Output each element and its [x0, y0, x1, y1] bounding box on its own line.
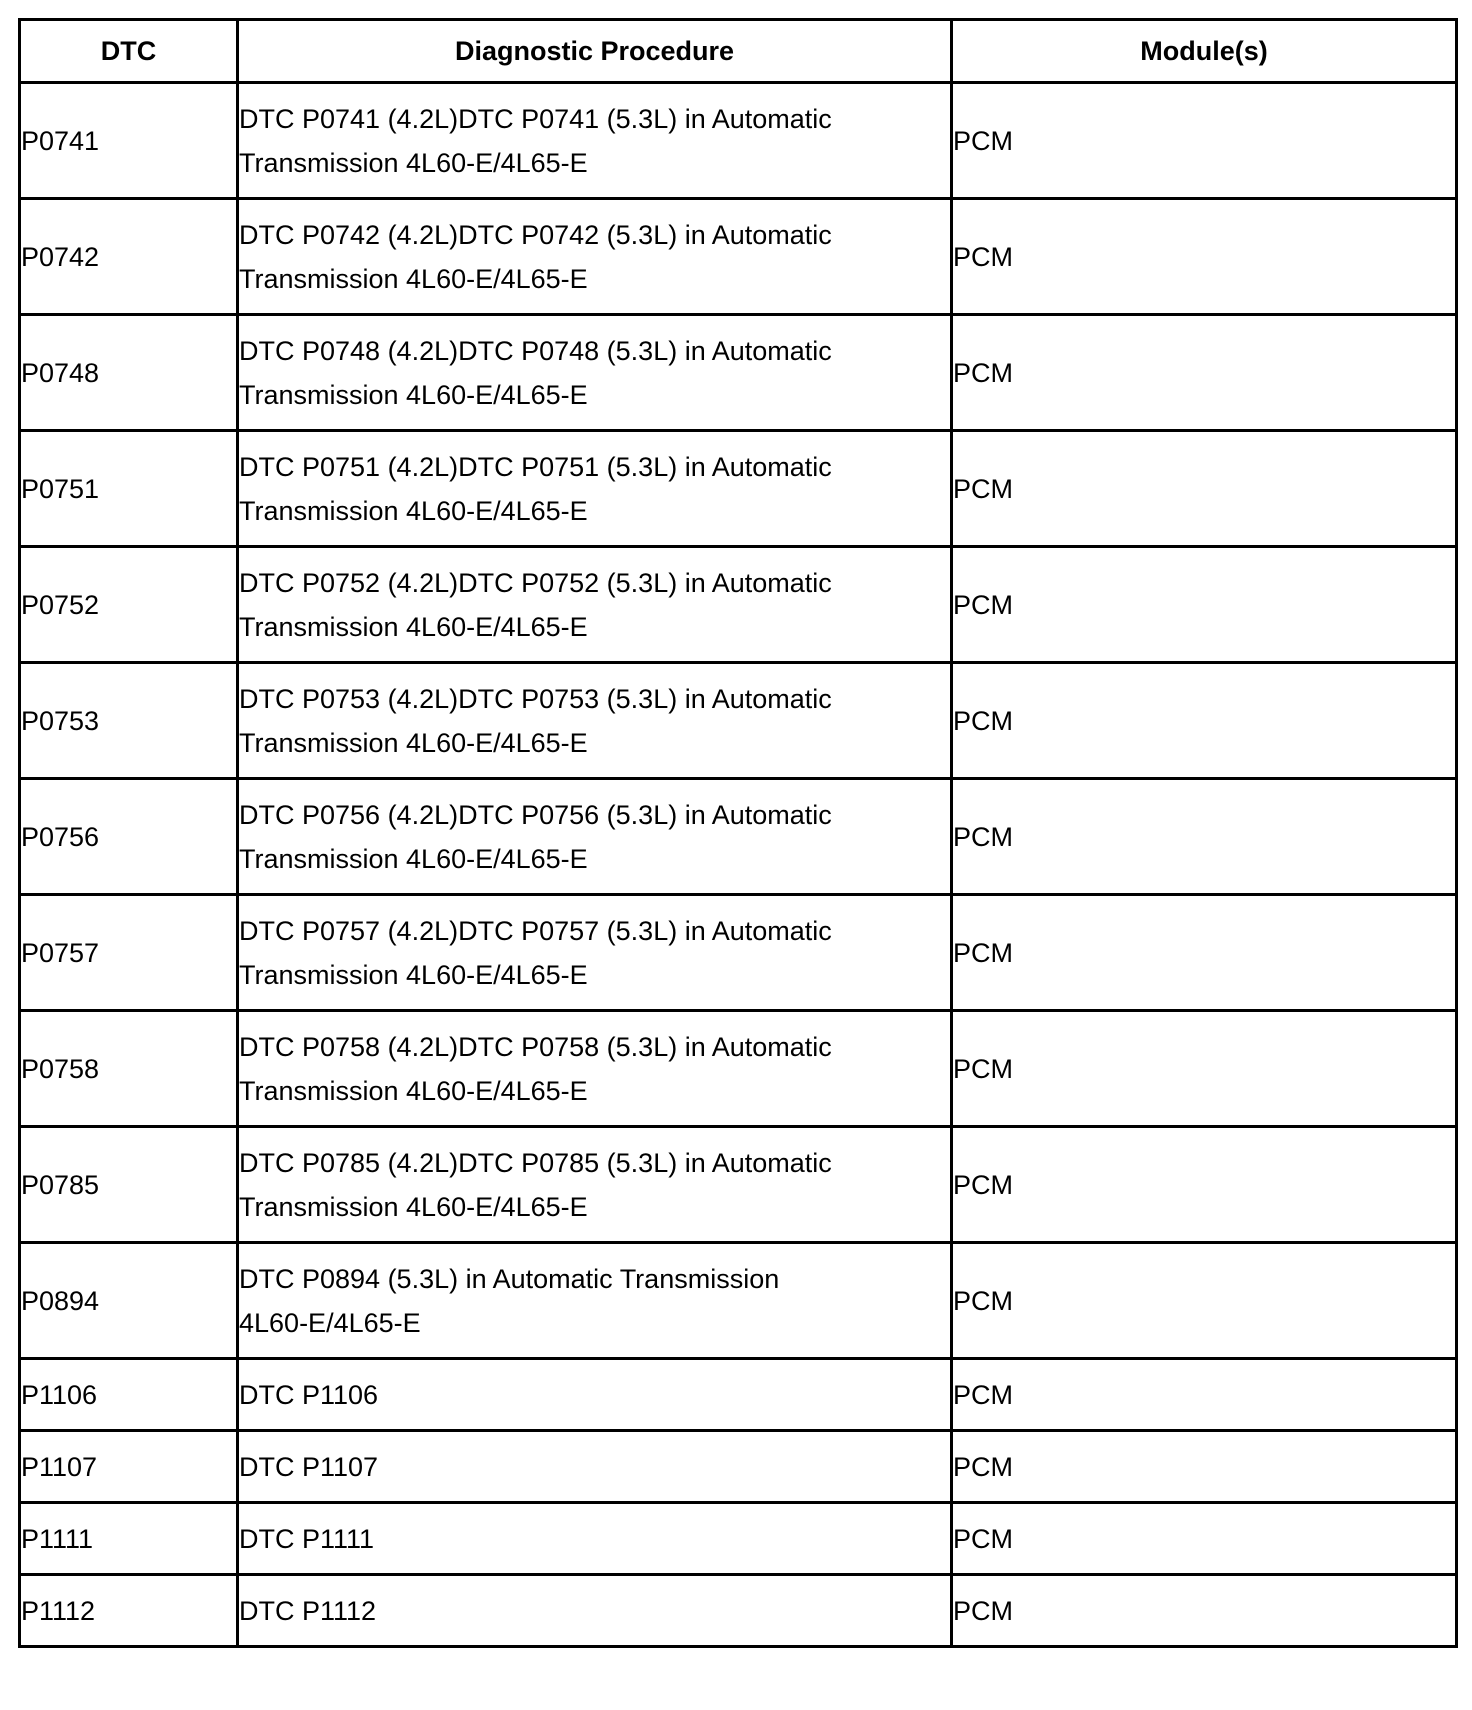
- module-cell: PCM: [952, 895, 1457, 1011]
- module-cell: PCM: [952, 1243, 1457, 1359]
- diagnostic-procedure-cell: [238, 1575, 952, 1647]
- table-row: [20, 199, 1457, 315]
- dtc-code-cell: P1112: [20, 1575, 238, 1647]
- dtc-code-cell: P0894: [20, 1243, 238, 1359]
- diagnostic-procedure-cell: [238, 83, 952, 199]
- dtc-code-cell: P0758: [20, 1011, 238, 1127]
- diagnostic-procedure-cell: [238, 199, 952, 315]
- procedure-line: Transmission 4L60-E/4L65-E: [239, 611, 588, 642]
- procedure-line: DTC P0757 (4.2L)DTC P0757 (5.3L) in Automatic: [239, 915, 832, 946]
- procedure-line: DTC P1112: [239, 1595, 377, 1626]
- procedure-line: DTC P0756 (4.2L)DTC P0756 (5.3L) in Automatic: [239, 799, 832, 830]
- header-dtc: DTC: [20, 20, 238, 83]
- dtc-code-cell: P0757: [20, 895, 238, 1011]
- diagnostic-procedure-cell: [238, 1243, 952, 1359]
- diagnostic-procedure-cell: [238, 779, 952, 895]
- table-row: [20, 779, 1457, 895]
- procedure-line: 4L60-E/4L65-E: [239, 1307, 421, 1338]
- procedure-line: DTC P0785 (4.2L)DTC P0785 (5.3L) in Automatic: [239, 1147, 832, 1178]
- diagnostic-procedure-cell: [238, 895, 952, 1011]
- table-row: [20, 1431, 1457, 1503]
- table-row: [20, 1575, 1457, 1647]
- procedure-line: Transmission 4L60-E/4L65-E: [239, 379, 588, 410]
- dtc-table: [18, 18, 1458, 1648]
- module-cell: PCM: [952, 199, 1457, 315]
- procedure-line: DTC P0741 (4.2L)DTC P0741 (5.3L) in Automatic: [239, 103, 832, 134]
- dtc-code-cell: P0785: [20, 1127, 238, 1243]
- dtc-code-cell: P1111: [20, 1503, 238, 1575]
- dtc-code-cell: P0751: [20, 431, 238, 547]
- table-row: [20, 83, 1457, 199]
- module-cell: PCM: [952, 1127, 1457, 1243]
- table-header-row: [20, 20, 1457, 83]
- procedure-line: Transmission 4L60-E/4L65-E: [239, 147, 588, 178]
- diagnostic-procedure-cell: [238, 315, 952, 431]
- table-row: [20, 1243, 1457, 1359]
- table-row: [20, 1503, 1457, 1575]
- module-cell: PCM: [952, 1503, 1457, 1575]
- dtc-code-cell: P0756: [20, 779, 238, 895]
- module-cell: PCM: [952, 779, 1457, 895]
- procedure-line: DTC P0758 (4.2L)DTC P0758 (5.3L) in Automatic: [239, 1031, 832, 1062]
- procedure-line: Transmission 4L60-E/4L65-E: [239, 727, 588, 758]
- procedure-line: DTC P0753 (4.2L)DTC P0753 (5.3L) in Automatic: [239, 683, 832, 714]
- module-cell: PCM: [952, 663, 1457, 779]
- procedure-line: Transmission 4L60-E/4L65-E: [239, 1191, 588, 1222]
- procedure-line: Transmission 4L60-E/4L65-E: [239, 843, 588, 874]
- diagnostic-procedure-cell: [238, 1431, 952, 1503]
- dtc-code-cell: P1107: [20, 1431, 238, 1503]
- diagnostic-procedure-cell: [238, 1503, 952, 1575]
- table-row: [20, 1127, 1457, 1243]
- procedure-line: DTC P0748 (4.2L)DTC P0748 (5.3L) in Automatic: [239, 335, 832, 366]
- table-row: [20, 1011, 1457, 1127]
- procedure-line: Transmission 4L60-E/4L65-E: [239, 263, 588, 294]
- procedure-line: DTC P0751 (4.2L)DTC P0751 (5.3L) in Automatic: [239, 451, 832, 482]
- module-cell: PCM: [952, 1011, 1457, 1127]
- procedure-line: DTC P0894 (5.3L) in Automatic Transmission: [239, 1263, 780, 1294]
- diagnostic-procedure-cell: [238, 1359, 952, 1431]
- dtc-code-cell: P0752: [20, 547, 238, 663]
- procedure-line: DTC P1107: [239, 1451, 379, 1482]
- diagnostic-procedure-cell: [238, 1127, 952, 1243]
- procedure-line: Transmission 4L60-E/4L65-E: [239, 495, 588, 526]
- module-cell: PCM: [952, 83, 1457, 199]
- module-cell: PCM: [952, 431, 1457, 547]
- table-row: [20, 547, 1457, 663]
- procedure-line: DTC P1106: [239, 1379, 379, 1410]
- table-body: [20, 83, 1457, 1647]
- module-cell: PCM: [952, 547, 1457, 663]
- header-diagnostic-procedure: Diagnostic Procedure: [238, 20, 952, 83]
- table-row: [20, 663, 1457, 779]
- diagnostic-procedure-cell: [238, 1011, 952, 1127]
- dtc-code-cell: P1106: [20, 1359, 238, 1431]
- header-modules: Module(s): [952, 20, 1457, 83]
- table-row: [20, 1359, 1457, 1431]
- procedure-line: Transmission 4L60-E/4L65-E: [239, 1075, 588, 1106]
- dtc-code-cell: P0748: [20, 315, 238, 431]
- procedure-line: DTC P1111: [239, 1523, 375, 1554]
- module-cell: PCM: [952, 1431, 1457, 1503]
- table-row: [20, 895, 1457, 1011]
- diagnostic-procedure-cell: [238, 663, 952, 779]
- module-cell: PCM: [952, 1575, 1457, 1647]
- dtc-code-cell: P0741: [20, 83, 238, 199]
- dtc-code-cell: P0753: [20, 663, 238, 779]
- procedure-line: DTC P0752 (4.2L)DTC P0752 (5.3L) in Automatic: [239, 567, 832, 598]
- diagnostic-procedure-cell: [238, 431, 952, 547]
- procedure-line: Transmission 4L60-E/4L65-E: [239, 959, 588, 990]
- module-cell: PCM: [952, 1359, 1457, 1431]
- table-row: [20, 431, 1457, 547]
- module-cell: PCM: [952, 315, 1457, 431]
- diagnostic-procedure-cell: [238, 547, 952, 663]
- procedure-line: DTC P0742 (4.2L)DTC P0742 (5.3L) in Automatic: [239, 219, 832, 250]
- table-row: [20, 315, 1457, 431]
- dtc-code-cell: P0742: [20, 199, 238, 315]
